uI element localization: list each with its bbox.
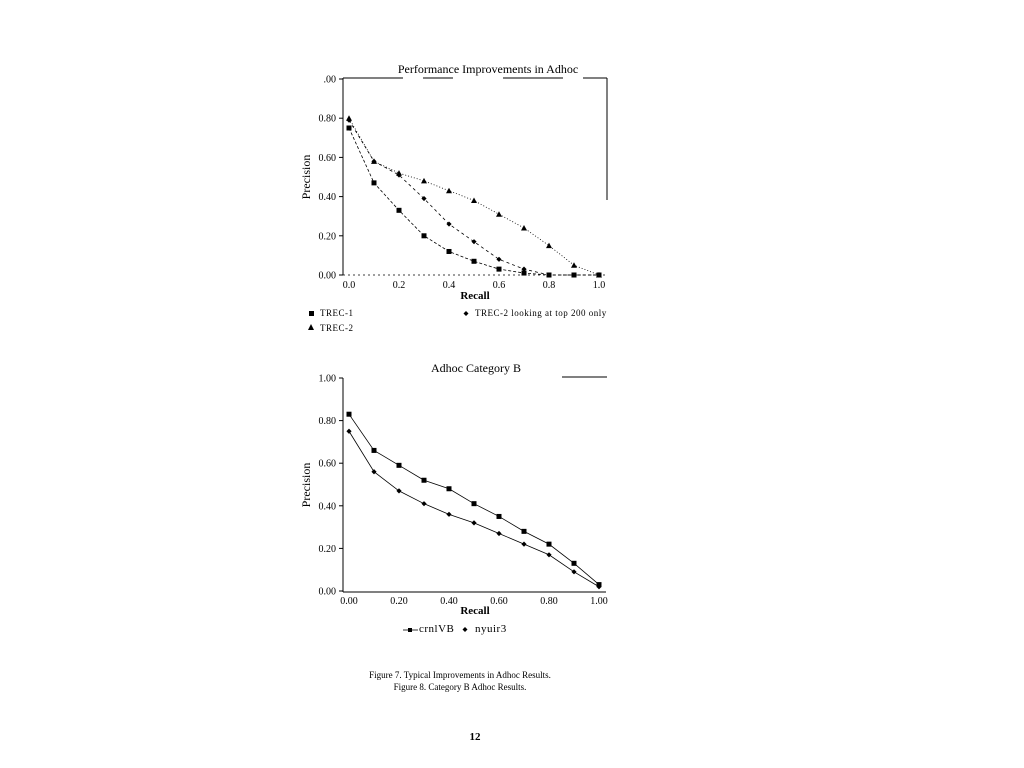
chart1-y-tick-label: .00 <box>323 74 336 86</box>
series-line-nyuir3 <box>349 431 599 586</box>
chart1-y-tick-label: 0.20 <box>318 231 336 243</box>
chart2-x-tick-label: 0.60 <box>490 596 508 607</box>
figure8-caption: Figure 8. Category B Adhoc Results. <box>393 682 527 692</box>
data-point-crnlvb <box>472 501 477 506</box>
chart2-y-tick-label: 0.80 <box>318 416 336 428</box>
series-line-trec-2 <box>349 118 599 275</box>
legend-trec1-label: TREC-1 <box>320 308 354 318</box>
legend-trec2-top200-marker <box>464 311 469 316</box>
chart1-y-tick-label: 0.60 <box>318 152 336 164</box>
chart2-x-tick-label: 0.20 <box>390 596 408 607</box>
chart1-x-tick-label: 0.2 <box>392 280 406 291</box>
chart2-series <box>346 412 601 590</box>
chart-adhoc-category-b <box>299 361 608 635</box>
chart1-series <box>346 115 602 277</box>
data-point-crnlvb <box>547 542 552 547</box>
chart1-y-label: Precision <box>299 154 313 200</box>
data-point-trec-2-looking-at-top-200-only <box>496 257 501 262</box>
data-point-nyuir3 <box>571 569 576 574</box>
data-point-nyuir3 <box>446 512 451 517</box>
data-point-crnlvb <box>572 561 577 566</box>
chart1-y-ticks <box>319 75 344 282</box>
legend-crnlvb-marker <box>408 628 412 632</box>
data-point-nyuir3 <box>546 552 551 557</box>
data-point-trec-2 <box>546 243 552 249</box>
chart-performance-improvements <box>299 62 607 333</box>
data-point-crnlvb <box>372 448 377 453</box>
chart1-x-tick-label: 0.8 <box>542 280 556 291</box>
chart2-x-label: Recall <box>460 605 490 617</box>
chart2-x-tick-label: 0.80 <box>540 596 558 607</box>
page-number: 12 <box>469 731 481 743</box>
chart2-y-ticks <box>319 374 344 598</box>
chart1-x-tick-label: 0.6 <box>492 280 506 291</box>
legend-nyuir3-label: nyuir3 <box>475 623 507 635</box>
chart1-y-tick-label: 0.80 <box>318 113 336 125</box>
chart1-x-tick-label: 1.0 <box>592 280 606 291</box>
chart2-title: Adhoc Category B <box>431 361 521 375</box>
data-point-nyuir3 <box>421 501 426 506</box>
chart1-legend <box>308 308 607 333</box>
chart1-y-tick-label: 0.00 <box>318 270 336 282</box>
chart2-y-label: Precision <box>299 462 313 508</box>
data-point-trec-2 <box>521 225 527 231</box>
legend-crnlvb-label: crnlVB <box>419 623 455 635</box>
data-point-trec-2 <box>396 170 402 176</box>
chart2-y-tick-label: 0.20 <box>318 543 336 555</box>
chart2-x-tick-label: 0.00 <box>340 596 358 607</box>
chart2-y-tick-label: 0.00 <box>318 586 336 598</box>
data-point-trec-2-looking-at-top-200-only <box>471 239 476 244</box>
series-line-crnlvb <box>349 414 599 584</box>
data-point-trec-1 <box>397 208 402 213</box>
data-point-trec-2 <box>496 211 502 217</box>
legend-trec2-top200-label: TREC-2 looking at top 200 only <box>475 308 607 318</box>
chart1-x-tick-label: 0.4 <box>442 280 456 291</box>
data-point-trec-1 <box>447 249 452 254</box>
chart2-y-tick-label: 1.00 <box>318 373 336 385</box>
data-point-trec-2 <box>421 178 427 184</box>
data-point-nyuir3 <box>471 520 476 525</box>
data-point-trec-1 <box>472 259 477 264</box>
legend-trec1-marker <box>309 311 314 316</box>
chart2-x-tick-label: 0.40 <box>440 596 458 607</box>
chart2-legend <box>403 623 507 635</box>
data-point-trec-1 <box>347 126 352 131</box>
data-point-trec-2 <box>446 188 452 194</box>
chart1-title: Performance Improvements in Adhoc <box>397 62 579 76</box>
chart2-y-tick-label: 0.40 <box>318 501 336 513</box>
legend-nyuir3-marker <box>463 627 468 632</box>
data-point-crnlvb <box>522 529 527 534</box>
data-point-trec-2 <box>471 198 477 204</box>
figure7-caption: Figure 7. Typical Improvements in Adhoc Results. <box>369 670 551 680</box>
legend-trec2-marker <box>308 324 314 330</box>
data-point-nyuir3 <box>496 531 501 536</box>
legend-trec2-label: TREC-2 <box>320 323 354 333</box>
data-point-nyuir3 <box>346 429 351 434</box>
chart1-x-tick-label: 0.0 <box>342 280 356 291</box>
data-point-trec-1 <box>422 233 427 238</box>
data-point-trec-1 <box>372 180 377 185</box>
chart1-y-tick-label: 0.40 <box>318 192 336 204</box>
chart2-x-tick-label: 1.00 <box>590 596 608 607</box>
chart2-y-tick-label: 0.60 <box>318 458 336 470</box>
data-point-crnlvb <box>347 412 352 417</box>
data-point-trec-2 <box>571 262 577 268</box>
chart1-x-label: Recall <box>460 290 490 302</box>
data-point-trec-2 <box>346 115 352 121</box>
data-point-trec-1 <box>497 267 502 272</box>
data-point-crnlvb <box>422 478 427 483</box>
data-point-nyuir3 <box>521 542 526 547</box>
data-point-crnlvb <box>497 514 502 519</box>
data-point-crnlvb <box>447 486 452 491</box>
data-point-crnlvb <box>397 463 402 468</box>
